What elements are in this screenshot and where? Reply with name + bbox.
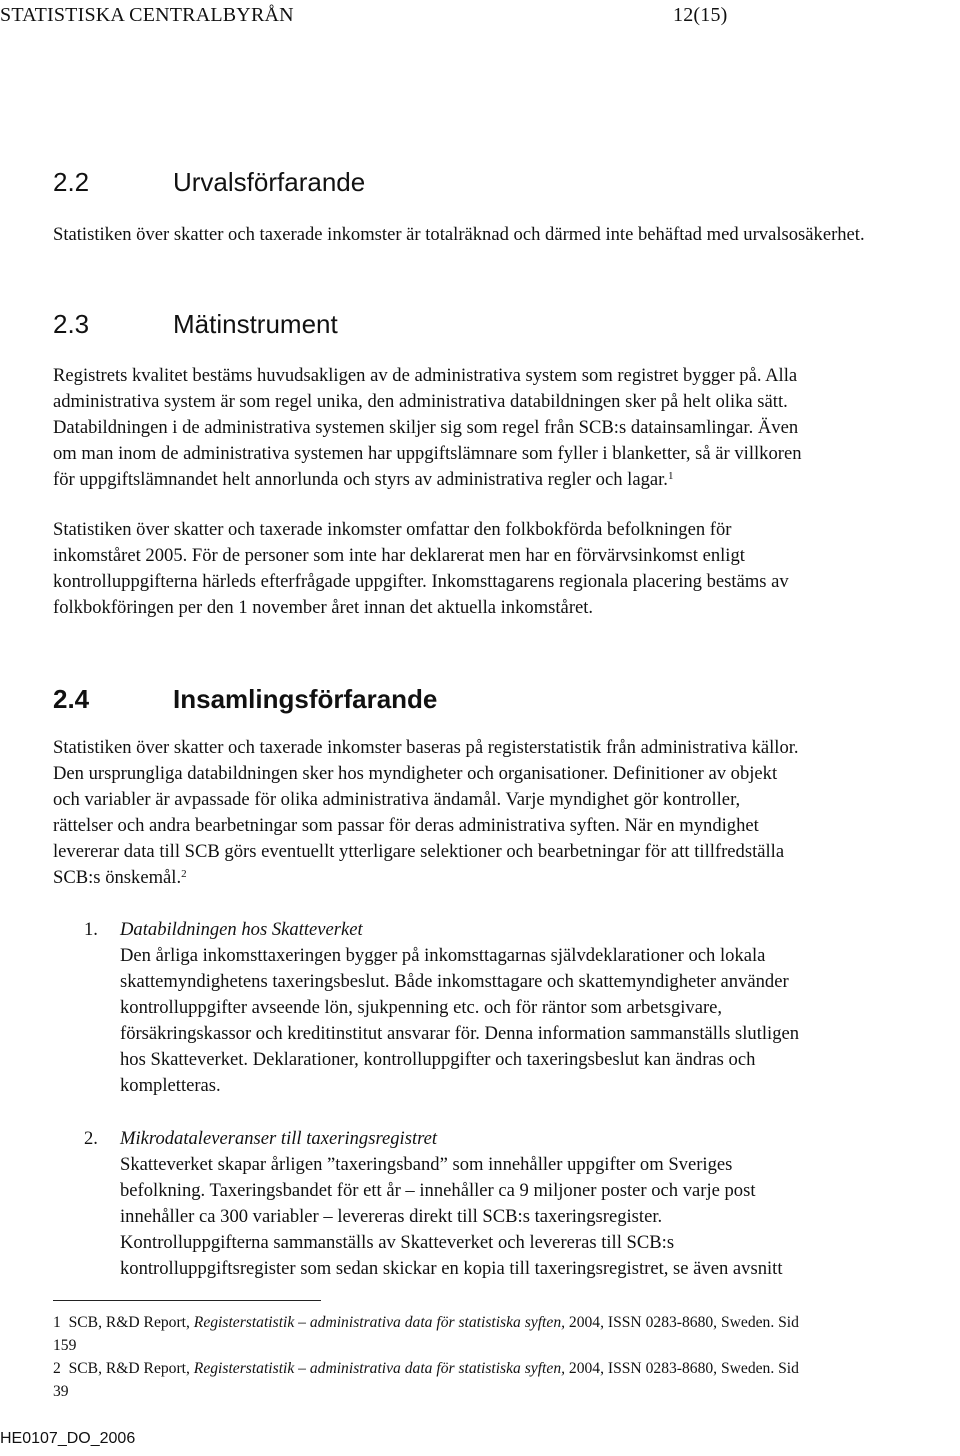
page-number: 12(15) (673, 4, 728, 26)
section-2-3-paragraph-2 (53, 517, 953, 621)
text-line: Registrets kvalitet bestäms huvudsakligen av de administrativa system som registret bygger på. Alla (53, 365, 798, 386)
text-line: och variabler är avpassade för olika administrativa ändamål. Varje myndighet gör kontroller, (53, 789, 741, 810)
text-line: levererar data till SCB görs eventuellt ytterligare selektioner och bearbetningar för att tillfredställa (53, 841, 785, 862)
section-2-4-heading (53, 684, 437, 715)
text-line: Den årliga inkomsttaxeringen bygger på inkomsttagarnas självdeklarationer och lokala (120, 945, 766, 966)
section-title: Mätinstrument (173, 309, 338, 339)
footnote-line: 2 SCB, R&D Report, Registerstatistik – administrativa data för statistiska syften, 2004, ISSN 0283-8680, Sweden. Sid (53, 1360, 799, 1377)
footnote-page: 39 (53, 1383, 69, 1400)
section-number: 2.3 (53, 309, 90, 339)
text-line: administrativa system är som regel unika, den administrativa databildningen sker på helt olika sätt. (53, 391, 788, 412)
list-item (120, 917, 950, 1099)
text-line: Databildningen i de administrativa systemen skiljer sig som regel från SCB:s datainsamlingar. Även (53, 417, 799, 438)
text-line: Kontrolluppgifterna sammanställs av Skatteverket och levereras till SCB:s (120, 1232, 675, 1253)
list-item (120, 1126, 950, 1282)
text-line: kompletteras. (120, 1075, 221, 1096)
text-line: rättelser och andra bearbetningar som passar för deras administrativa syften. När en myndighet (53, 815, 759, 836)
text-line: om man inom de administrativa systemen har uppgiftslämnare som fyller i blanketter, så är villkoren (53, 443, 802, 464)
text-line: hos Skatteverket. Deklarationer, kontrolluppgifter och taxeringsbeslut kan ändras och (120, 1049, 756, 1070)
section-number: 2.4 (53, 684, 90, 714)
text-line: kontrolluppgifterna härleds efterfrågade uppgifter. Inkomsttagarens regionala placering bestäms av (53, 571, 789, 592)
section-2-2-heading (53, 167, 365, 198)
section-2-3-paragraph-1 (53, 363, 953, 493)
text-line: för uppgiftslämnandet helt annorlunda och styrs av administrativa regler och lagar.$^1$ (53, 469, 674, 490)
footnote-2 (53, 1357, 953, 1403)
text-line: Statistiken över skatter och taxerade inkomster omfattar den folkbokförda befolkningen för (53, 519, 732, 540)
section-2-4-paragraph (53, 735, 953, 891)
text-line: folkbokföringen per den 1 november året innan det aktuella inkomståret. (53, 597, 594, 618)
header-org: STATISTISKA CENTRALBYRÅN (0, 4, 294, 26)
text-line: Statistiken över skatter och taxerade inkomster baseras på registerstatistik från administrativa källor. (53, 737, 799, 758)
footnote-separator (53, 1300, 321, 1301)
footnote-mark: 1 (53, 1314, 61, 1331)
footnote-line: 1 SCB, R&D Report, Registerstatistik – administrativa data för statistiska syften, 2004, ISSN 0283-8680, Sweden. Sid (53, 1314, 799, 1331)
list-item-title: Databildningen hos Skatteverket (120, 919, 363, 940)
list-item-title: Mikrodataleveranser till taxeringsregistret (120, 1128, 438, 1149)
section-number: 2.2 (53, 167, 90, 197)
text-line: befolkning. Taxeringsbandet för ett år – innehåller ca 9 miljoner poster och varje post (120, 1180, 756, 1201)
text-line: kontrolluppgifter avseende lön, sjukpenning etc. och för räntor som arbetsgivare, (120, 997, 723, 1018)
footer-doc-id: HE0107_DO_2006 (0, 1430, 136, 1447)
text-line: inkomståret 2005. För de personer som inte har deklarerat men har en förvärvsinkomst enligt (53, 545, 745, 566)
list-number: 1. (84, 919, 98, 940)
footnote-ref-1: 1 (667, 470, 674, 482)
footnote-1 (53, 1311, 953, 1357)
text-line: kontrolluppgiftsregister som sedan skickar en kopia till taxeringsregistret, se även avsnitt (120, 1258, 783, 1279)
text-line: innehåller ca 300 variabler – levereras direkt till SCB:s taxeringsregister. (120, 1206, 663, 1227)
footnote-title: Registerstatistik – administrativa data för statistiska syften, (193, 1360, 566, 1377)
text-line: Den ursprungliga databildningen sker hos myndigheter och organisationer. Definitioner av objekt (53, 763, 778, 784)
section-title: Urvalsförfarande (173, 167, 366, 197)
text-line: Skatteverket skapar årligen ”taxeringsband” som innehåller uppgifter om Sveriges (120, 1154, 733, 1175)
text-line: skattemyndighetens taxeringsbeslut. Både inkomsttagare och skattemyndigheter använder (120, 971, 789, 992)
footnote-ref-2: 2 (181, 868, 187, 880)
section-2-2-text: Statistiken över skatter och taxerade inkomster är totalräknad och därmed inte behäftad med urvalsosäkerhet. (53, 224, 865, 245)
section-title: Insamlingsförfarande (173, 684, 438, 714)
footnote-mark: 2 (53, 1360, 61, 1377)
section-2-3-heading (53, 309, 338, 340)
footnote-title: Registerstatistik – administrativa data för statistiska syften, (193, 1314, 566, 1331)
list-number: 2. (84, 1128, 98, 1149)
text-line: SCB:s önskemål.$^2$ (53, 867, 187, 888)
footnote-page: 159 (53, 1337, 77, 1354)
text-line: försäkringskassor och kreditinstitut ansvarar för. Denna information sammanställs slutligen (120, 1023, 800, 1044)
